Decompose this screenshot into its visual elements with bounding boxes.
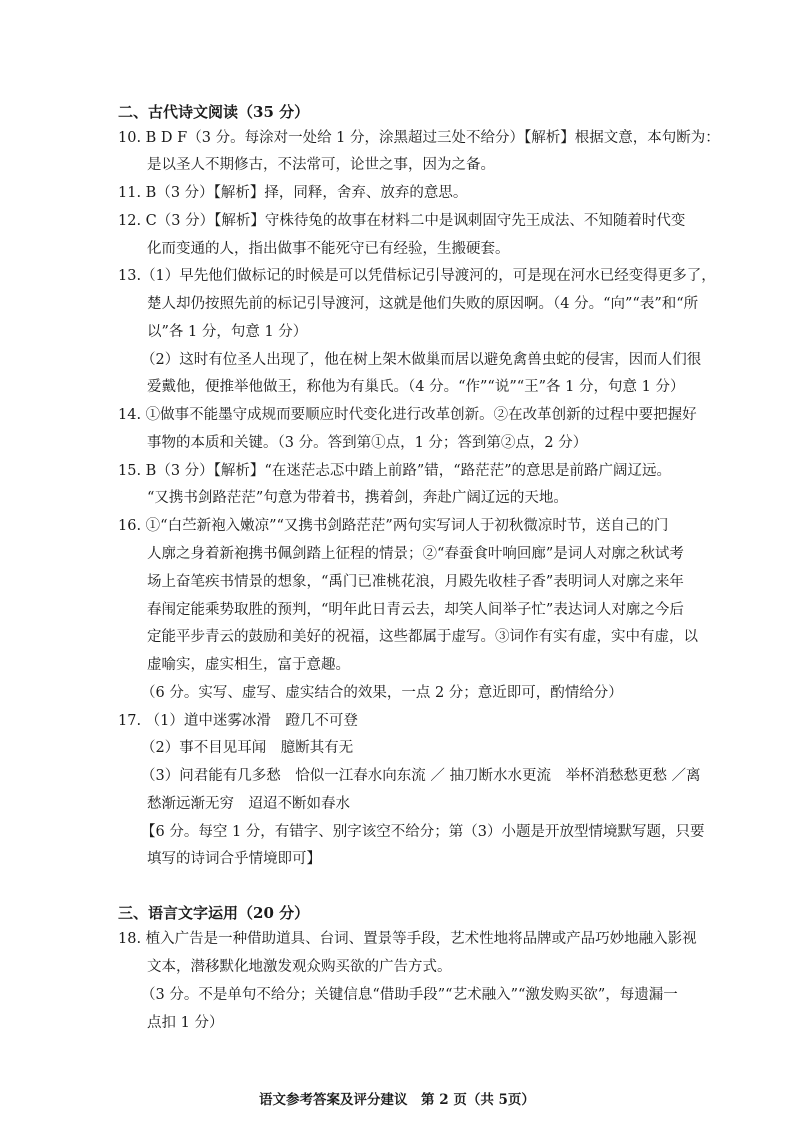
q16-line-5: 定能平步青云的鼓励和美好的祝福，这些都属于虚写。③词作有实有虚，实中有虚，以 [147,629,698,645]
page-footer: 语文参考答案及评分建议 第 2 页（共 5页） [259,1092,535,1108]
q15-line-2: “又携书剑路茫茫”句意为带着书，携着剑，奔赴广阔辽远的天地。 [147,490,568,506]
q12-text-1: C（3 分）【解析】守株待兔的故事在材料二中是讽刺固守先王成法、不知随着时代变 [145,213,686,229]
q14-line-1 [118,405,697,425]
q16-number: 16. [118,518,142,534]
q16-line-7: （6 分。实写、虚写、虚实结合的效果，一点 2 分；意近即可，酌情给分） [141,685,623,701]
q16-line-2: 人廓之身着新袍携书佩剑踏上征程的情景；②“春蚕食叶响回廊”是词人对廓之秋试考 [147,546,684,562]
q13-line-1 [118,266,716,286]
q11-line-1 [118,183,467,203]
section-heading-ancient-poetry: 二、古代诗文阅读（35 分） [118,103,310,121]
q11-number: 11. [118,185,142,201]
q17-line-5: 【6 分。每空 1 分，有错字、别字该空不给分；第（3）小题是开放型情境默写题，只要 [141,824,705,840]
q12-line-1 [118,211,685,231]
q10-text-1: B D F（3 分。每涂对一处给 1 分，涂黑超过三处不给分）【解析】根据文意，本句断为： [145,130,720,146]
q16-text-1: ①“白苎新袍入嫩凉”“又携书剑路茫茫”两句实写词人于初秋微凉时节，送自己的门 [145,518,669,534]
q17-line-2: （2）事不目见耳闻 臆断其有无 [141,740,354,756]
section-heading-language-use: 三、语言文字运用（20 分） [118,904,310,922]
q12-line-2: 化而变通的人，指出做事不能死守已有经验，生搬硬套。 [147,241,510,257]
q17-number: 17. [118,713,142,729]
q10-number: 10. [118,130,142,146]
q16-line-6: 虚喻实，虚实相生，富于意趣。 [147,657,350,673]
q16-line-3: 场上奋笔疾书情景的想象，“禹门已准桃花浪，月殿先收桂子香”表明词人对廓之来年 [147,574,684,590]
q17-line-6: 填写的诗词合乎情境即可】 [147,851,321,867]
q18-text-1: 植入广告是一种借助道具、台词、置景等手段，艺术性地将品牌或产品巧妙地融入影视 [145,931,697,947]
q17-text-1: （1）道中迷雾冰滑 蹬几不可登 [145,713,358,729]
q14-number: 14. [118,407,142,423]
q13-number: 13. [118,268,142,284]
q12-number: 12. [118,213,142,229]
q17-line-1 [118,711,358,731]
q17-line-3: （3）问君能有几多愁 恰似一江春水向东流 ／ 抽刀断水水更流 举杯消愁愁更愁 ／离 [141,768,701,784]
q18-line-4: 点扣 1 分） [147,1015,224,1031]
q14-line-2: 事物的本质和关键。（3 分。答到第①点，1 分；答到第②点，2 分） [147,435,588,451]
q10-line-2: 是以圣人不期修古，不法常可，论世之事，因为之备。 [147,157,495,173]
q13-line-3: 以”各 1 分，句意 1 分） [147,324,308,340]
q18-line-2: 文本，潜移默化地激发观众购买欲的广告方式。 [147,959,452,975]
q15-number: 15. [118,463,142,479]
q13-line-2: 楚人却仍按照先前的标记引导渡河，这就是他们失败的原因啊。（4 分。“向”“表”和“所 [147,296,699,312]
q15-text-1: B（3 分）【解析】“在迷茫忐忑中踏上前路”错，“路茫茫”的意思是前路广阔辽远。 [145,463,672,479]
q18-number: 18. [118,931,142,947]
q13-line-5: 爱戴他，便推举他做王，称他为有巢氏。（4 分。“作”“说”“王”各 1 分，句意 1 分） [147,379,685,395]
q13-text-1: （1）早先他们做标记的时候是可以凭借标记引导渡河的，可是现在河水已经变得更多了， [141,268,716,284]
q18-line-1 [118,929,697,949]
q18-line-3: （3 分。不是单句不给分；关键信息“借助手段”“艺术融入”“激发购买欲”，每遗漏一 [141,987,678,1003]
q13-line-4: （2）这时有位圣人出现了，他在树上架木做巢而居以避免禽兽虫蛇的侵害，因而人们很 [141,352,702,368]
q16-line-4: 春闱定能乘势取胜的预判，“明年此日青云去，却笑人间举子忙”表达词人对廓之今后 [147,602,684,618]
q16-line-1 [118,516,668,536]
q10-line-1 [118,128,720,148]
q11-text-1: B（3 分）【解析】择，同释，舍弃、放弃的意思。 [145,185,468,201]
q15-line-1 [118,461,671,481]
q17-line-4: 愁渐远渐无穷 迢迢不断如春水 [147,796,350,812]
q14-text-1: ①做事不能墨守成规而要顺应时代变化进行改革创新。②在改革创新的过程中要把握好 [145,407,697,423]
